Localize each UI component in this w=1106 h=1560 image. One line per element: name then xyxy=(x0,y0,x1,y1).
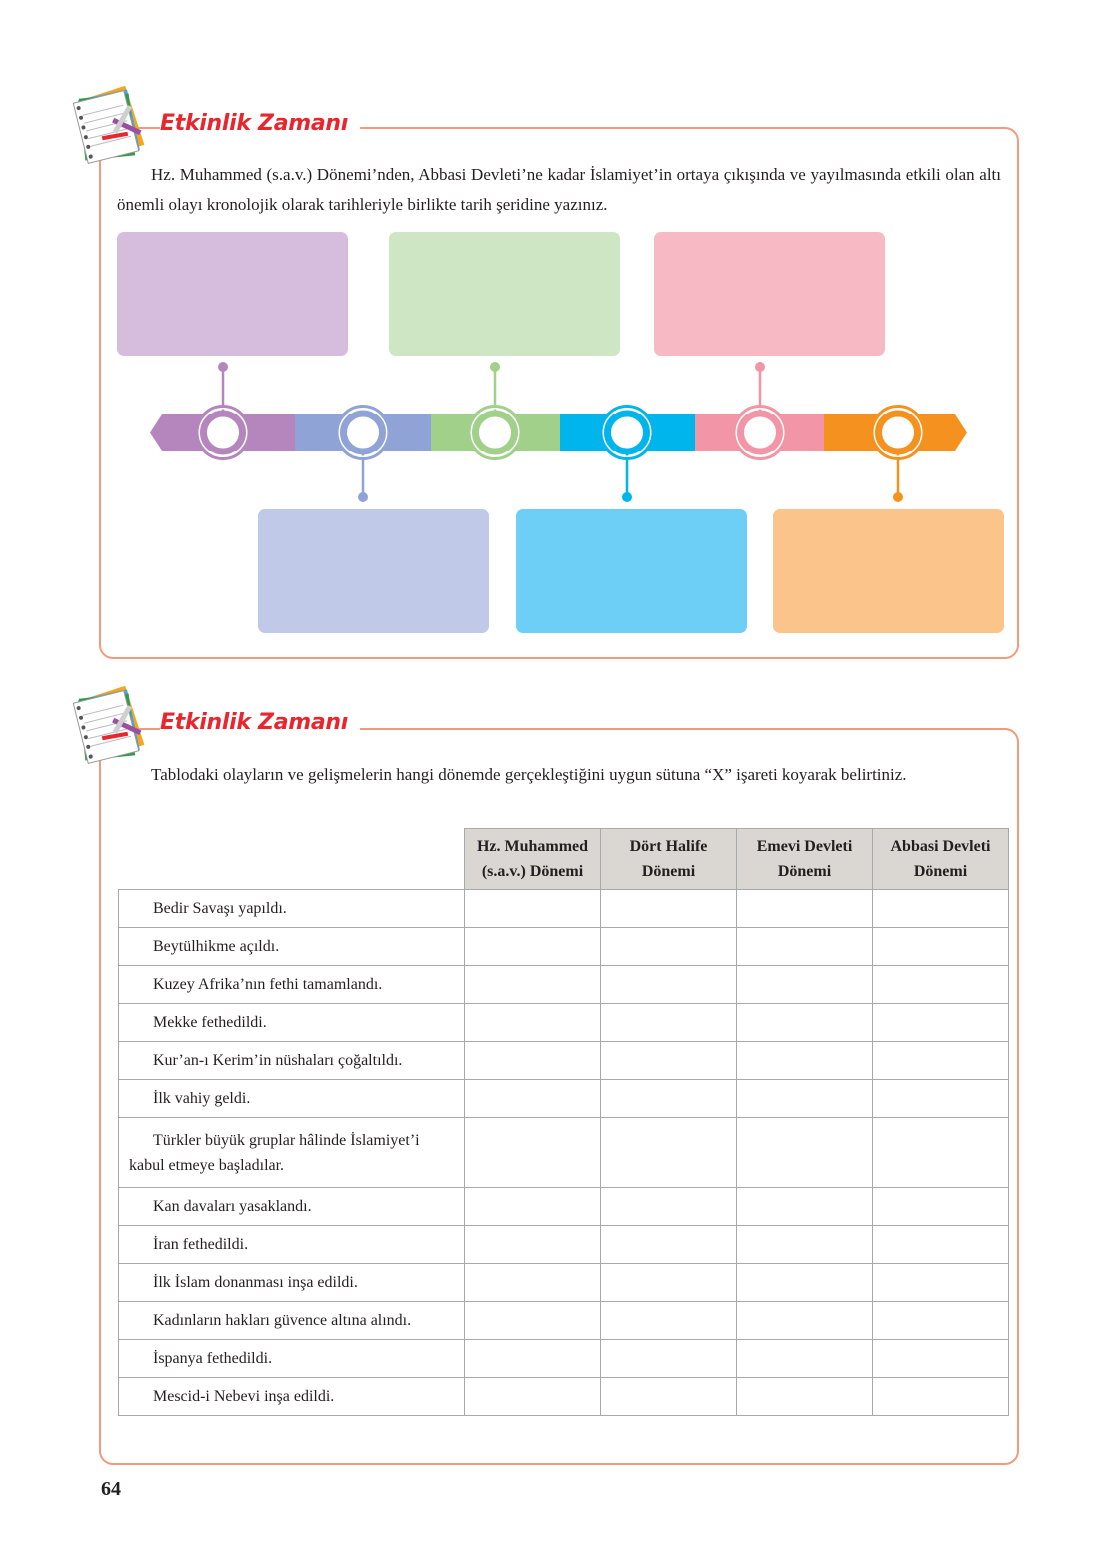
instruction-text: Hz. Muhammed (s.a.v.) Dönemi’nden, Abbasi Devleti’ne kadar İslamiyet’in ortaya çıkışında ve yayılmasında etkili olan altı önemli olayı kronolojik olarak tarihleriyle birlikte tarih şeridine yazınız. xyxy=(117,165,1001,214)
answer-cell[interactable] xyxy=(465,1226,601,1264)
answer-cell[interactable] xyxy=(737,1340,873,1378)
answer-cell[interactable] xyxy=(873,1226,1009,1264)
table-row xyxy=(119,1188,1009,1226)
answer-cell[interactable] xyxy=(601,966,737,1004)
activity-instruction xyxy=(117,760,1001,790)
answer-cell[interactable] xyxy=(737,1080,873,1118)
answer-cell[interactable] xyxy=(465,1080,601,1118)
answer-cell[interactable] xyxy=(737,1302,873,1340)
table-row xyxy=(119,966,1009,1004)
answer-cell[interactable] xyxy=(737,1118,873,1188)
answer-cell[interactable] xyxy=(873,1340,1009,1378)
answer-cell[interactable] xyxy=(465,1340,601,1378)
page-number: 64 xyxy=(101,1478,121,1500)
answer-cell[interactable] xyxy=(465,1004,601,1042)
event-label: Kur’an-ı Kerim’in nüshaları çoğaltıldı. xyxy=(119,1042,465,1080)
answer-cell[interactable] xyxy=(601,1188,737,1226)
answer-cell[interactable] xyxy=(737,966,873,1004)
event-label: Bedir Savaşı yapıldı. xyxy=(119,890,465,928)
event-label: İran fethedildi. xyxy=(119,1226,465,1264)
table-row xyxy=(119,1264,1009,1302)
answer-cell[interactable] xyxy=(465,1042,601,1080)
answer-cell[interactable] xyxy=(873,1004,1009,1042)
answer-cell[interactable] xyxy=(737,1226,873,1264)
answer-cell[interactable] xyxy=(737,1264,873,1302)
answer-cell[interactable] xyxy=(465,1118,601,1188)
table-row xyxy=(119,1004,1009,1042)
table-row xyxy=(119,1042,1009,1080)
answer-cell[interactable] xyxy=(465,1378,601,1416)
answer-cell[interactable] xyxy=(873,1188,1009,1226)
activity-title: Etkinlik Zamanı xyxy=(160,111,360,136)
answer-cell[interactable] xyxy=(737,928,873,966)
table-row xyxy=(119,1118,1009,1188)
table-corner xyxy=(119,829,465,890)
answer-cell[interactable] xyxy=(873,1042,1009,1080)
answer-cell[interactable] xyxy=(465,1188,601,1226)
timeline-strip xyxy=(0,0,1106,660)
answer-cell[interactable] xyxy=(465,1302,601,1340)
table-row xyxy=(119,1378,1009,1416)
answer-cell[interactable] xyxy=(601,1118,737,1188)
answer-cell[interactable] xyxy=(873,1378,1009,1416)
event-label: İlk İslam donanması inşa edildi. xyxy=(119,1264,465,1302)
answer-cell[interactable] xyxy=(601,1378,737,1416)
activity-title: Etkinlik Zamanı xyxy=(160,710,360,735)
answer-cell[interactable] xyxy=(465,1264,601,1302)
answer-cell[interactable] xyxy=(737,890,873,928)
instruction-text: Tablodaki olayların ve gelişmelerin hangi dönemde gerçekleştiğini uygun sütuna “X” işareti koyarak belirtiniz. xyxy=(151,765,907,784)
table-header-row xyxy=(119,829,1009,890)
events-table xyxy=(118,828,1009,1416)
answer-cell[interactable] xyxy=(601,1004,737,1042)
event-label: Kuzey Afrika’nın fethi tamamlandı. xyxy=(119,966,465,1004)
answer-cell[interactable] xyxy=(601,890,737,928)
answer-cell[interactable] xyxy=(601,1340,737,1378)
answer-cell[interactable] xyxy=(737,1004,873,1042)
answer-cell[interactable] xyxy=(873,1080,1009,1118)
event-label: Mescid-i Nebevi inşa edildi. xyxy=(119,1378,465,1416)
table-row xyxy=(119,1340,1009,1378)
answer-cell[interactable] xyxy=(465,966,601,1004)
event-label: Kan davaları yasaklandı. xyxy=(119,1188,465,1226)
event-label: Mekke fethedildi. xyxy=(119,1004,465,1042)
table-row xyxy=(119,1302,1009,1340)
column-header-hz-muhammed: Hz. Muhammed (s.a.v.) Dönemi xyxy=(465,829,601,890)
answer-cell[interactable] xyxy=(873,1118,1009,1188)
table-row xyxy=(119,1226,1009,1264)
column-header-emevi: Emevi Devleti Dönemi xyxy=(737,829,873,890)
table-row xyxy=(119,890,1009,928)
answer-cell[interactable] xyxy=(601,1302,737,1340)
answer-cell[interactable] xyxy=(873,966,1009,1004)
answer-cell[interactable] xyxy=(873,890,1009,928)
answer-cell[interactable] xyxy=(465,928,601,966)
answer-cell[interactable] xyxy=(601,1226,737,1264)
event-label: İspanya fethedildi. xyxy=(119,1340,465,1378)
answer-cell[interactable] xyxy=(737,1378,873,1416)
event-label: Kadınların hakları güvence altına alındı. xyxy=(119,1302,465,1340)
column-header-abbasi: Abbasi Devleti Dönemi xyxy=(873,829,1009,890)
column-header-dort-halife: Dört Halife Dönemi xyxy=(601,829,737,890)
answer-cell[interactable] xyxy=(465,890,601,928)
answer-cell[interactable] xyxy=(873,1302,1009,1340)
event-label: Beytülhikme açıldı. xyxy=(119,928,465,966)
answer-cell[interactable] xyxy=(601,1080,737,1118)
answer-cell[interactable] xyxy=(873,1264,1009,1302)
answer-cell[interactable] xyxy=(873,928,1009,966)
answer-cell[interactable] xyxy=(737,1188,873,1226)
notebook-pencils-icon xyxy=(72,684,158,764)
answer-cell[interactable] xyxy=(737,1042,873,1080)
answer-cell[interactable] xyxy=(601,1264,737,1302)
event-label: İlk vahiy geldi. xyxy=(119,1080,465,1118)
table-row xyxy=(119,928,1009,966)
answer-cell[interactable] xyxy=(601,1042,737,1080)
answer-cell[interactable] xyxy=(601,928,737,966)
table-row xyxy=(119,1080,1009,1118)
event-label: Türkler büyük gruplar hâlinde İslamiyet’i kabul etmeye başladılar. xyxy=(119,1118,465,1188)
